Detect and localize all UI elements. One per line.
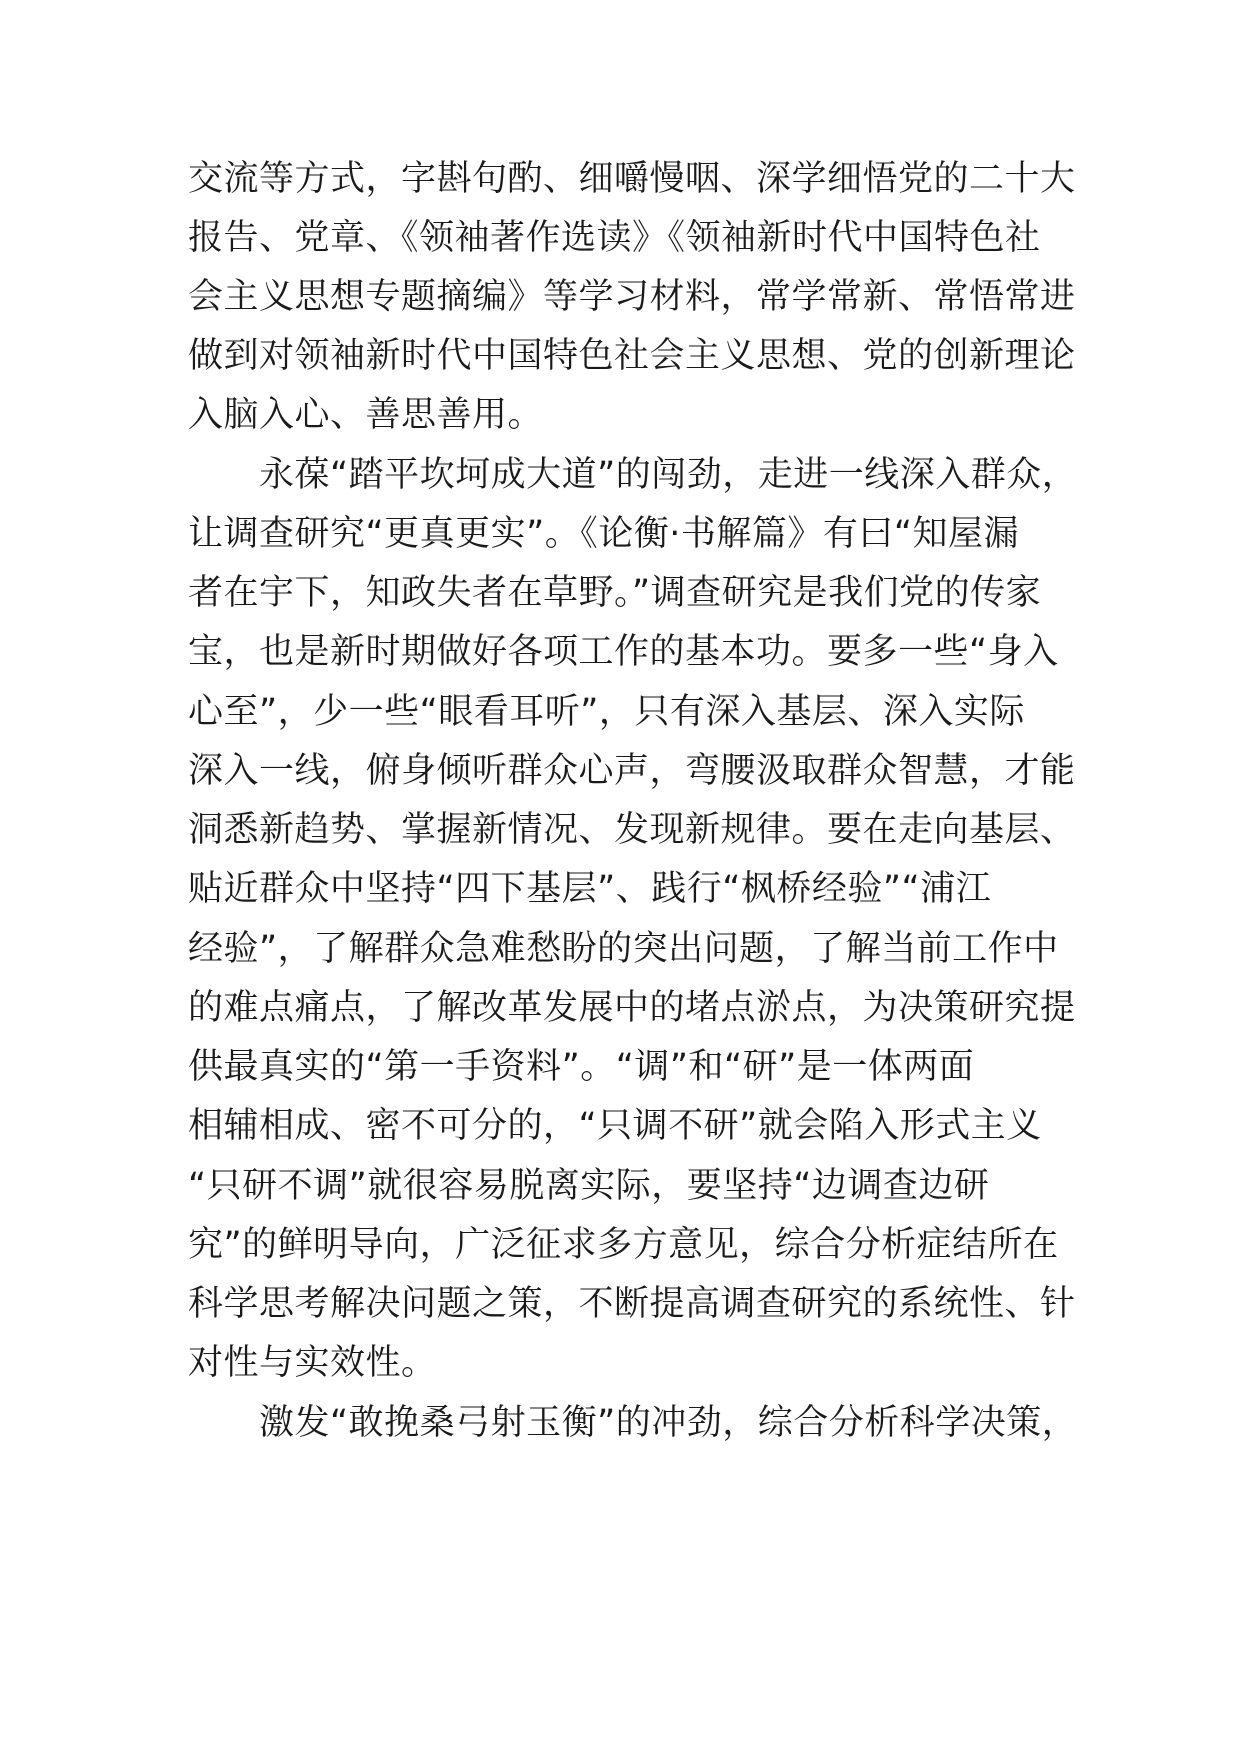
text-line: 科学思考解决问题之策，不断提高调查研究的系统性、针 [188, 1284, 1076, 1324]
text-line: 交流等方式，字斟句酌、细嚼慢咽、深学细悟党的二十大 [188, 159, 1076, 199]
text-line: 做到对领袖新时代中国特色社会主义思想、党的创新理论 [188, 336, 1076, 376]
text-line: 宝，也是新时期做好各项工作的基本功。要多一些“身入 [188, 632, 1059, 672]
text-line: 贴近群众中坚持“四下基层”、践行“枫桥经验”“浦江 [188, 869, 992, 909]
text-line: 供最真实的“第一手资料”。“调”和“研”是一体两面 [188, 1047, 975, 1087]
text-line: 心至”，少一些“眼看耳听”，只有深入基层、深入实际 [188, 692, 1025, 732]
text-line: 报告、党章、《领袖著作选读》《领袖新时代中国特色社 [188, 218, 1041, 258]
text-line: 激发“敢挽桑弓射玉衡”的冲劲，综合分析科学决策， [188, 1403, 1078, 1443]
text-line: 对性与实效性。 [188, 1343, 437, 1383]
text-line: 的难点痛点，了解改革发展中的堵点淤点，为决策研究提 [188, 988, 1076, 1028]
text-line: 让调查研究“更真更实”。《论衡·书解篇》有曰“知屋漏 [188, 514, 1020, 554]
text-line: “只研不调”就很容易脱离实际，要坚持“边调查边研 [188, 1166, 990, 1206]
text-line: 会主义思想专题摘编》等学习材料，常学常新、常悟常进 [188, 277, 1076, 317]
text-line: 相辅相成、密不可分的，“只调不研”就会陷入形式主义 [188, 1106, 1042, 1146]
text-line: 经验”，了解群众急难愁盼的突出问题，了解当前工作中 [188, 929, 1059, 969]
text-line: 洞悉新趋势、掌握新情况、发现新规律。要在走向基层、 [188, 810, 1076, 850]
text-line: 究”的鲜明导向，广泛征求多方意见，综合分析症结所在 [188, 1225, 1059, 1265]
text-line: 深入一线，俯身倾听群众心声，弯腰汲取群众智慧，才能 [188, 751, 1076, 791]
text-line: 入脑入心、善思善用。 [188, 395, 544, 435]
text-line: 者在宇下，知政失者在草野。”调查研究是我们党的传家 [188, 573, 1042, 613]
text-line: 永葆“踏平坎坷成大道”的闯劲，走进一线深入群众， [188, 455, 1078, 495]
